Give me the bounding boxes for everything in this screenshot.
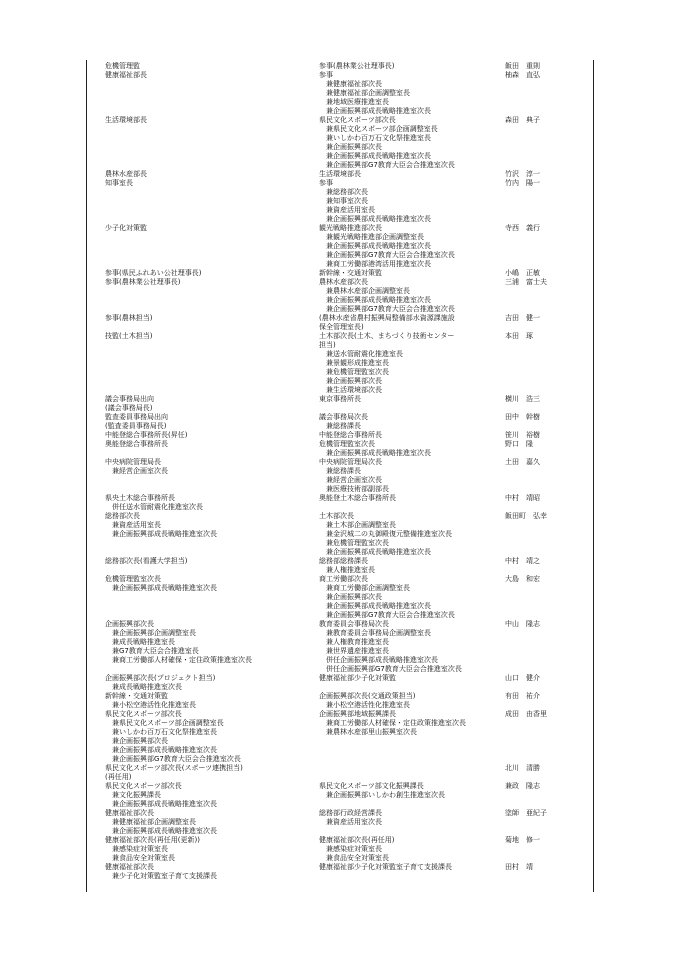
new-position-line: 兼企画振興部G7教育大臣会合推進室次長 (326, 305, 455, 313)
person-name: 北川 清勝 (505, 764, 540, 772)
table-row (87, 854, 593, 863)
new-position-line: 兼景観形成推進室長 (326, 359, 389, 367)
new-position-line: 兼人権教育推進室長 (326, 638, 389, 646)
table-row (87, 179, 593, 188)
old-position-line: 兼企画振興部成長戦略推進室次長 (112, 530, 217, 538)
new-position-line: 生活環境部長 (319, 170, 361, 178)
table-row (87, 827, 593, 836)
table-row (87, 467, 593, 476)
table-row (87, 746, 593, 755)
person-name: 竹沢 淳一 (505, 170, 540, 178)
table-row (87, 152, 593, 161)
new-position-line: 奥能登土木総合事務所長 (319, 494, 396, 502)
person-name: 田村 靖 (505, 863, 533, 871)
new-position-line: 総務部行政経営課長 (319, 809, 382, 817)
table-row (87, 431, 593, 440)
new-position-line: 中央病院管理局次長 (319, 458, 382, 466)
old-position-line: 兼少子化対策監室子育て支援課長 (112, 872, 217, 880)
old-position-line: 兼経営企画室次長 (112, 467, 168, 475)
old-position-line: 県央土木総合事務所長 (105, 494, 175, 502)
table-row (87, 161, 593, 170)
table-row (87, 62, 593, 71)
new-position-line: 兼地域医療推進室長 (326, 98, 389, 106)
table-row (87, 863, 593, 872)
old-position-line: 兼成長戦略推進室長 (112, 638, 175, 646)
new-position-line: 兼世界遺産推進室長 (326, 647, 389, 655)
table-row (87, 800, 593, 809)
new-position-line: 兼総務課長 (326, 467, 361, 475)
new-position-line: 兼商工労働部企画調整室長 (326, 584, 410, 592)
table-row (87, 494, 593, 503)
table-row (87, 116, 593, 125)
new-position-line: 商工労働部次長 (319, 575, 368, 583)
old-position-line: 危機管理監室次長 (105, 575, 161, 583)
person-name: 山口 健介 (505, 674, 540, 682)
table-row (87, 278, 593, 287)
table-row (87, 620, 593, 629)
person-name: 本田 琢 (505, 332, 533, 340)
old-position-line: (議会事務局長) (105, 404, 153, 412)
table-row (87, 665, 593, 674)
table-row (87, 782, 593, 791)
new-position-line: 兼企画振興部次長 (326, 143, 382, 151)
old-position-line: 参事(農林担当) (105, 314, 153, 322)
table-row (87, 611, 593, 620)
person-name: 塗師 亜紀子 (505, 809, 547, 817)
person-name: 野口 隆 (505, 440, 533, 448)
old-position-line: (監査委員事務局長) (105, 422, 167, 430)
table-row (87, 629, 593, 638)
table-row (87, 89, 593, 98)
table-row (87, 584, 593, 593)
table-row (87, 224, 593, 233)
table-row (87, 503, 593, 512)
table-row (87, 269, 593, 278)
table-row (87, 404, 593, 413)
old-position-line: 県民文化スポーツ部次長(スポーツ連携担当) (105, 764, 243, 772)
table-row (87, 539, 593, 548)
table-row (87, 521, 593, 530)
old-position-line: 兼資産活用室長 (112, 521, 161, 529)
new-position-line: 参事(農林業公社理事長) (319, 62, 395, 70)
old-position-line: 危機管理監 (105, 62, 140, 70)
old-position-line: 兼商工労働部人材確保・定住政策推進室次長 (112, 656, 252, 664)
new-position-line: (農林水産省農村振興局整備部水資源課施設 (319, 314, 455, 322)
new-position-line: 兼経営企画室次長 (326, 476, 382, 484)
table-row (87, 188, 593, 197)
table-row (87, 170, 593, 179)
old-position-line: 参事(県民ふれあい公社理事長) (105, 269, 202, 277)
new-position-line: 兼感染症対策室長 (326, 845, 382, 853)
old-position-line: 総務部次長(看護大学担当) (105, 557, 188, 565)
person-name: 小嶋 正敏 (505, 269, 540, 277)
old-position-line: 兼企画振興部成長戦略推進室次長 (112, 827, 217, 835)
old-position-line: 健康福祉部次長(再任用(更新)) (105, 836, 200, 844)
table-row (87, 377, 593, 386)
old-position-line: 県民文化スポーツ部次長 (105, 710, 182, 718)
new-position-line: 土木部次長(土木、まちづくり技術センター (319, 332, 455, 340)
new-position-line: 県民文化スポーツ部次長 (319, 116, 396, 124)
person-name: 成田 由香里 (505, 710, 547, 718)
table-row (87, 737, 593, 746)
person-name: 吉田 健一 (505, 314, 540, 322)
table-row (87, 440, 593, 449)
new-position-line: 兼健康福祉部次長 (326, 80, 382, 88)
new-position-line: 兼企画振興部成長戦略推進室次長 (326, 152, 431, 160)
old-position-line: 兼いしかわ百万石文化祭推進室長 (112, 728, 217, 736)
new-position-line: 兼資産活用室次長 (326, 818, 382, 826)
new-position-line: 企画振興部次長(交通政策担当) (319, 692, 416, 700)
table-row (87, 260, 593, 269)
table-row (87, 791, 593, 800)
new-position-line: 兼企画振興部成長戦略推進室次長 (326, 215, 431, 223)
old-position-line: 健康福祉部次長 (105, 809, 154, 817)
old-position-line: 監査委員事務局出向 (105, 413, 168, 421)
new-position-line: 健康福祉部次長(再任用) (319, 836, 395, 844)
table-row (87, 98, 593, 107)
table-row (87, 413, 593, 422)
table-row (87, 143, 593, 152)
table-row (87, 836, 593, 845)
table-row (87, 728, 593, 737)
table-row (87, 332, 593, 341)
table-row (87, 701, 593, 710)
new-position-line: 総務部総務課長 (319, 557, 368, 565)
new-position-line: 兼人権推進室長 (326, 566, 375, 574)
new-position-line: 兼企画振興部成長戦略推進室次長 (326, 602, 431, 610)
old-position-line: 知事室長 (105, 179, 133, 187)
old-position-line: 中能登総合事務所長(昇任) (105, 431, 188, 439)
person-name: 三浦 富士夫 (505, 278, 547, 286)
table-row (87, 638, 593, 647)
table-row (87, 476, 593, 485)
table-row (87, 323, 593, 332)
new-position-line: 兼総務課長 (326, 422, 361, 430)
table-row (87, 683, 593, 692)
table-row (87, 647, 593, 656)
new-position-line: 兼知事室次長 (326, 197, 368, 205)
person-name: 中村 靖之 (505, 557, 540, 565)
person-name: 中村 靖昭 (505, 494, 540, 502)
table-row (87, 602, 593, 611)
table-row (87, 305, 593, 314)
new-position-line: 新幹線・交通対策監 (319, 269, 382, 277)
new-position-line: 東京事務所長 (319, 395, 361, 403)
new-position-line: 兼送水管耐震化推進室長 (326, 350, 403, 358)
old-position-line: 中央病院管理局長 (105, 458, 161, 466)
table-row (87, 692, 593, 701)
old-position-line: 兼G7教育大臣会合推進室長 (112, 647, 199, 655)
new-position-line: 兼商工労働部人材確保・定住政策推進室次長 (326, 719, 466, 727)
new-position-line: 健康福祉部少子化対策監室子育て支援課長 (319, 863, 452, 871)
table-row (87, 422, 593, 431)
new-position-line: 兼企画振興部G7教育大臣会合推進室次長 (326, 611, 455, 619)
new-position-line: 企画振興部地域振興課長 (319, 710, 396, 718)
new-position-line: 兼企画振興部成長戦略推進室次長 (326, 242, 431, 250)
old-position-line: 議会事務局出向 (105, 395, 154, 403)
table-row (87, 674, 593, 683)
table-row (87, 449, 593, 458)
new-position-line: 保全管理室長) (319, 323, 364, 331)
new-position-line: 参事 (319, 71, 333, 79)
old-position-line: 兼企画振興部G7教育大臣会合推進室次長 (112, 755, 241, 763)
new-position-line: 兼農林水産部企画調整室長 (326, 287, 410, 295)
table-row (87, 755, 593, 764)
new-position-line: 担当) (319, 341, 336, 349)
table-row (87, 125, 593, 134)
new-position-line: 兼医療技術部副部長 (326, 485, 389, 493)
person-name: 土田 嘉久 (505, 458, 540, 466)
new-position-line: 兼企画振興部G7教育大臣会合推進室次長 (326, 161, 455, 169)
old-position-line: 新幹線・交通対策監 (105, 692, 168, 700)
new-position-line: 教育委員会事務局次長 (319, 620, 389, 628)
table-row (87, 719, 593, 728)
old-position-line: 兼県民文化スポーツ部企画調整室長 (112, 719, 224, 727)
table-row (87, 386, 593, 395)
table-row (87, 458, 593, 467)
table-row (87, 512, 593, 521)
new-position-line: 併任企画振興部成長戦略推進室次長 (326, 656, 438, 664)
person-name: 飯田町 弘幸 (505, 512, 547, 520)
old-position-line: 健康福祉部次長 (105, 863, 154, 871)
person-name: 田中 幹樹 (505, 413, 540, 421)
old-position-line: 兼食品安全対策室長 (112, 854, 175, 862)
person-name: 竹内 陽一 (505, 179, 540, 187)
table-row (87, 773, 593, 782)
old-position-line: 健康福祉部長 (105, 71, 147, 79)
new-position-line: 兼企画振興部成長戦略推進室次長 (326, 107, 431, 115)
new-position-line: 参事 (319, 179, 333, 187)
new-position-line: 兼危機管理監室次長 (326, 368, 389, 376)
new-position-line: 兼教育委員会事務局企画調整室長 (326, 629, 431, 637)
person-name: 大島 和宏 (505, 575, 540, 583)
new-position-line: 観光戦略推進部次長 (319, 224, 382, 232)
table-row (87, 251, 593, 260)
person-name: 寺西 義行 (505, 224, 540, 232)
table-row (87, 395, 593, 404)
new-position-line: 兼企画振興部次長 (326, 593, 382, 601)
new-position-line: 危機管理監室次長 (319, 440, 375, 448)
table-row (87, 80, 593, 89)
table-row (87, 575, 593, 584)
table-row (87, 314, 593, 323)
new-position-line: 兼農林水産部里山振興室次長 (326, 728, 417, 736)
old-position-line: 奥能登総合事務所長 (105, 440, 168, 448)
person-name: 飯田 重則 (505, 62, 540, 70)
table-row (87, 818, 593, 827)
table-row (87, 242, 593, 251)
old-position-line: 兼企画振興部成長戦略推進室次長 (112, 746, 217, 754)
table-row (87, 71, 593, 80)
old-position-line: 少子化対策監 (105, 224, 147, 232)
new-position-line: 兼生活環境部次長 (326, 386, 382, 394)
person-name: 菊地 修一 (505, 836, 540, 844)
person-name: 兼政 隆志 (505, 782, 540, 790)
new-position-line: 併任企画振興部G7教育大臣会合推進室次長 (326, 665, 462, 673)
new-position-line: 兼企画振興部次長 (326, 377, 382, 385)
old-position-line: 兼成長戦略推進室次長 (112, 683, 182, 691)
old-position-line: 兼企画振興部成長戦略推進室次長 (112, 800, 217, 808)
table-row (87, 134, 593, 143)
old-position-line: 技監(土木担当) (105, 332, 153, 340)
table-row (87, 710, 593, 719)
new-position-line: 中能登総合事務所長 (319, 431, 382, 439)
table-row (87, 557, 593, 566)
old-position-line: 兼文化振興課長 (112, 791, 161, 799)
old-position-line: 企画振興部次長 (105, 620, 154, 628)
old-position-line: 参事(農林業公社理事長) (105, 278, 181, 286)
new-position-line: 兼県民文化スポーツ部企画調整室長 (326, 125, 438, 133)
table-row (87, 485, 593, 494)
table-row (87, 206, 593, 215)
table-row (87, 593, 593, 602)
table-row (87, 359, 593, 368)
old-position-line: 総務部次長 (105, 512, 140, 520)
new-position-line: 土木部次長 (319, 512, 354, 520)
table-row (87, 287, 593, 296)
old-position-line: 県民文化スポーツ部次長 (105, 782, 182, 790)
new-position-line: 兼資産活用室長 (326, 206, 375, 214)
new-position-line: 兼企画振興部成長戦略推進室次長 (326, 296, 431, 304)
table-row (87, 566, 593, 575)
old-position-line: 併任送水管耐震化推進室次長 (112, 503, 203, 511)
table-row (87, 107, 593, 116)
new-position-line: 兼土木部企画調整室長 (326, 521, 396, 529)
old-position-line: 兼企画振興部企画調整室長 (112, 629, 196, 637)
person-name: 森田 典子 (505, 116, 540, 124)
person-name: 横川 浩三 (505, 395, 540, 403)
table-row (87, 197, 593, 206)
new-position-line: 兼小松空港活性化推進室長 (326, 701, 410, 709)
old-position-line: 兼健康福祉部企画調整室長 (112, 818, 196, 826)
person-name: 笹川 裕樹 (505, 431, 540, 439)
new-position-line: 兼企画振興部いしかわ創生推進室次長 (326, 791, 445, 799)
new-position-line: 兼総務部次長 (326, 188, 368, 196)
new-position-line: 農林水産部次長 (319, 278, 368, 286)
table-row (87, 350, 593, 359)
new-position-line: 兼いしかわ百万石文化祭推進室長 (326, 134, 431, 142)
old-position-line: 農林水産部長 (105, 170, 147, 178)
table-row (87, 845, 593, 854)
person-name: 柚森 直弘 (505, 71, 540, 79)
new-position-line: 兼企画振興部G7教育大臣会合推進室次長 (326, 251, 455, 259)
new-position-line: 健康福祉部少子化対策監 (319, 674, 396, 682)
table-row (87, 341, 593, 350)
table-row (87, 368, 593, 377)
new-position-line: 兼健康福祉部企画調整室長 (326, 89, 410, 97)
table-row (87, 548, 593, 557)
new-position-line: 兼企画振興部成長戦略推進室次長 (326, 449, 431, 457)
table-row (87, 872, 593, 881)
old-position-line: 兼小松空港活性化推進室長 (112, 701, 196, 709)
new-position-line: 県民文化スポーツ部文化振興課長 (319, 782, 424, 790)
old-position-line: (再任用) (105, 773, 132, 781)
old-position-line: 企画振興部次長(プロジェクト担当) (105, 674, 216, 682)
table-row (87, 656, 593, 665)
table-row (87, 809, 593, 818)
table-row (87, 296, 593, 305)
table-row (87, 530, 593, 539)
old-position-line: 兼企画振興部成長戦略推進室次長 (112, 584, 217, 592)
personnel-table (86, 60, 594, 892)
old-position-line: 兼感染症対策室長 (112, 845, 168, 853)
person-name: 中山 隆志 (505, 620, 540, 628)
table-row (87, 215, 593, 224)
new-position-line: 兼金沢城二の丸御殿復元整備推進室次長 (326, 530, 452, 538)
table-row (87, 233, 593, 242)
table-row (87, 764, 593, 773)
new-position-line: 兼観光戦略推進部企画調整室長 (326, 233, 424, 241)
new-position-line: 兼商工労働部港湾活用推進室次長 (326, 260, 431, 268)
new-position-line: 兼企画振興部成長戦略推進室次長 (326, 548, 431, 556)
person-name: 有田 祐介 (505, 692, 540, 700)
new-position-line: 兼危機管理監室次長 (326, 539, 389, 547)
old-position-line: 兼企画振興部次長 (112, 737, 168, 745)
old-position-line: 生活環境部長 (105, 116, 147, 124)
new-position-line: 議会事務局次長 (319, 413, 368, 421)
new-position-line: 兼食品安全対策室長 (326, 854, 389, 862)
